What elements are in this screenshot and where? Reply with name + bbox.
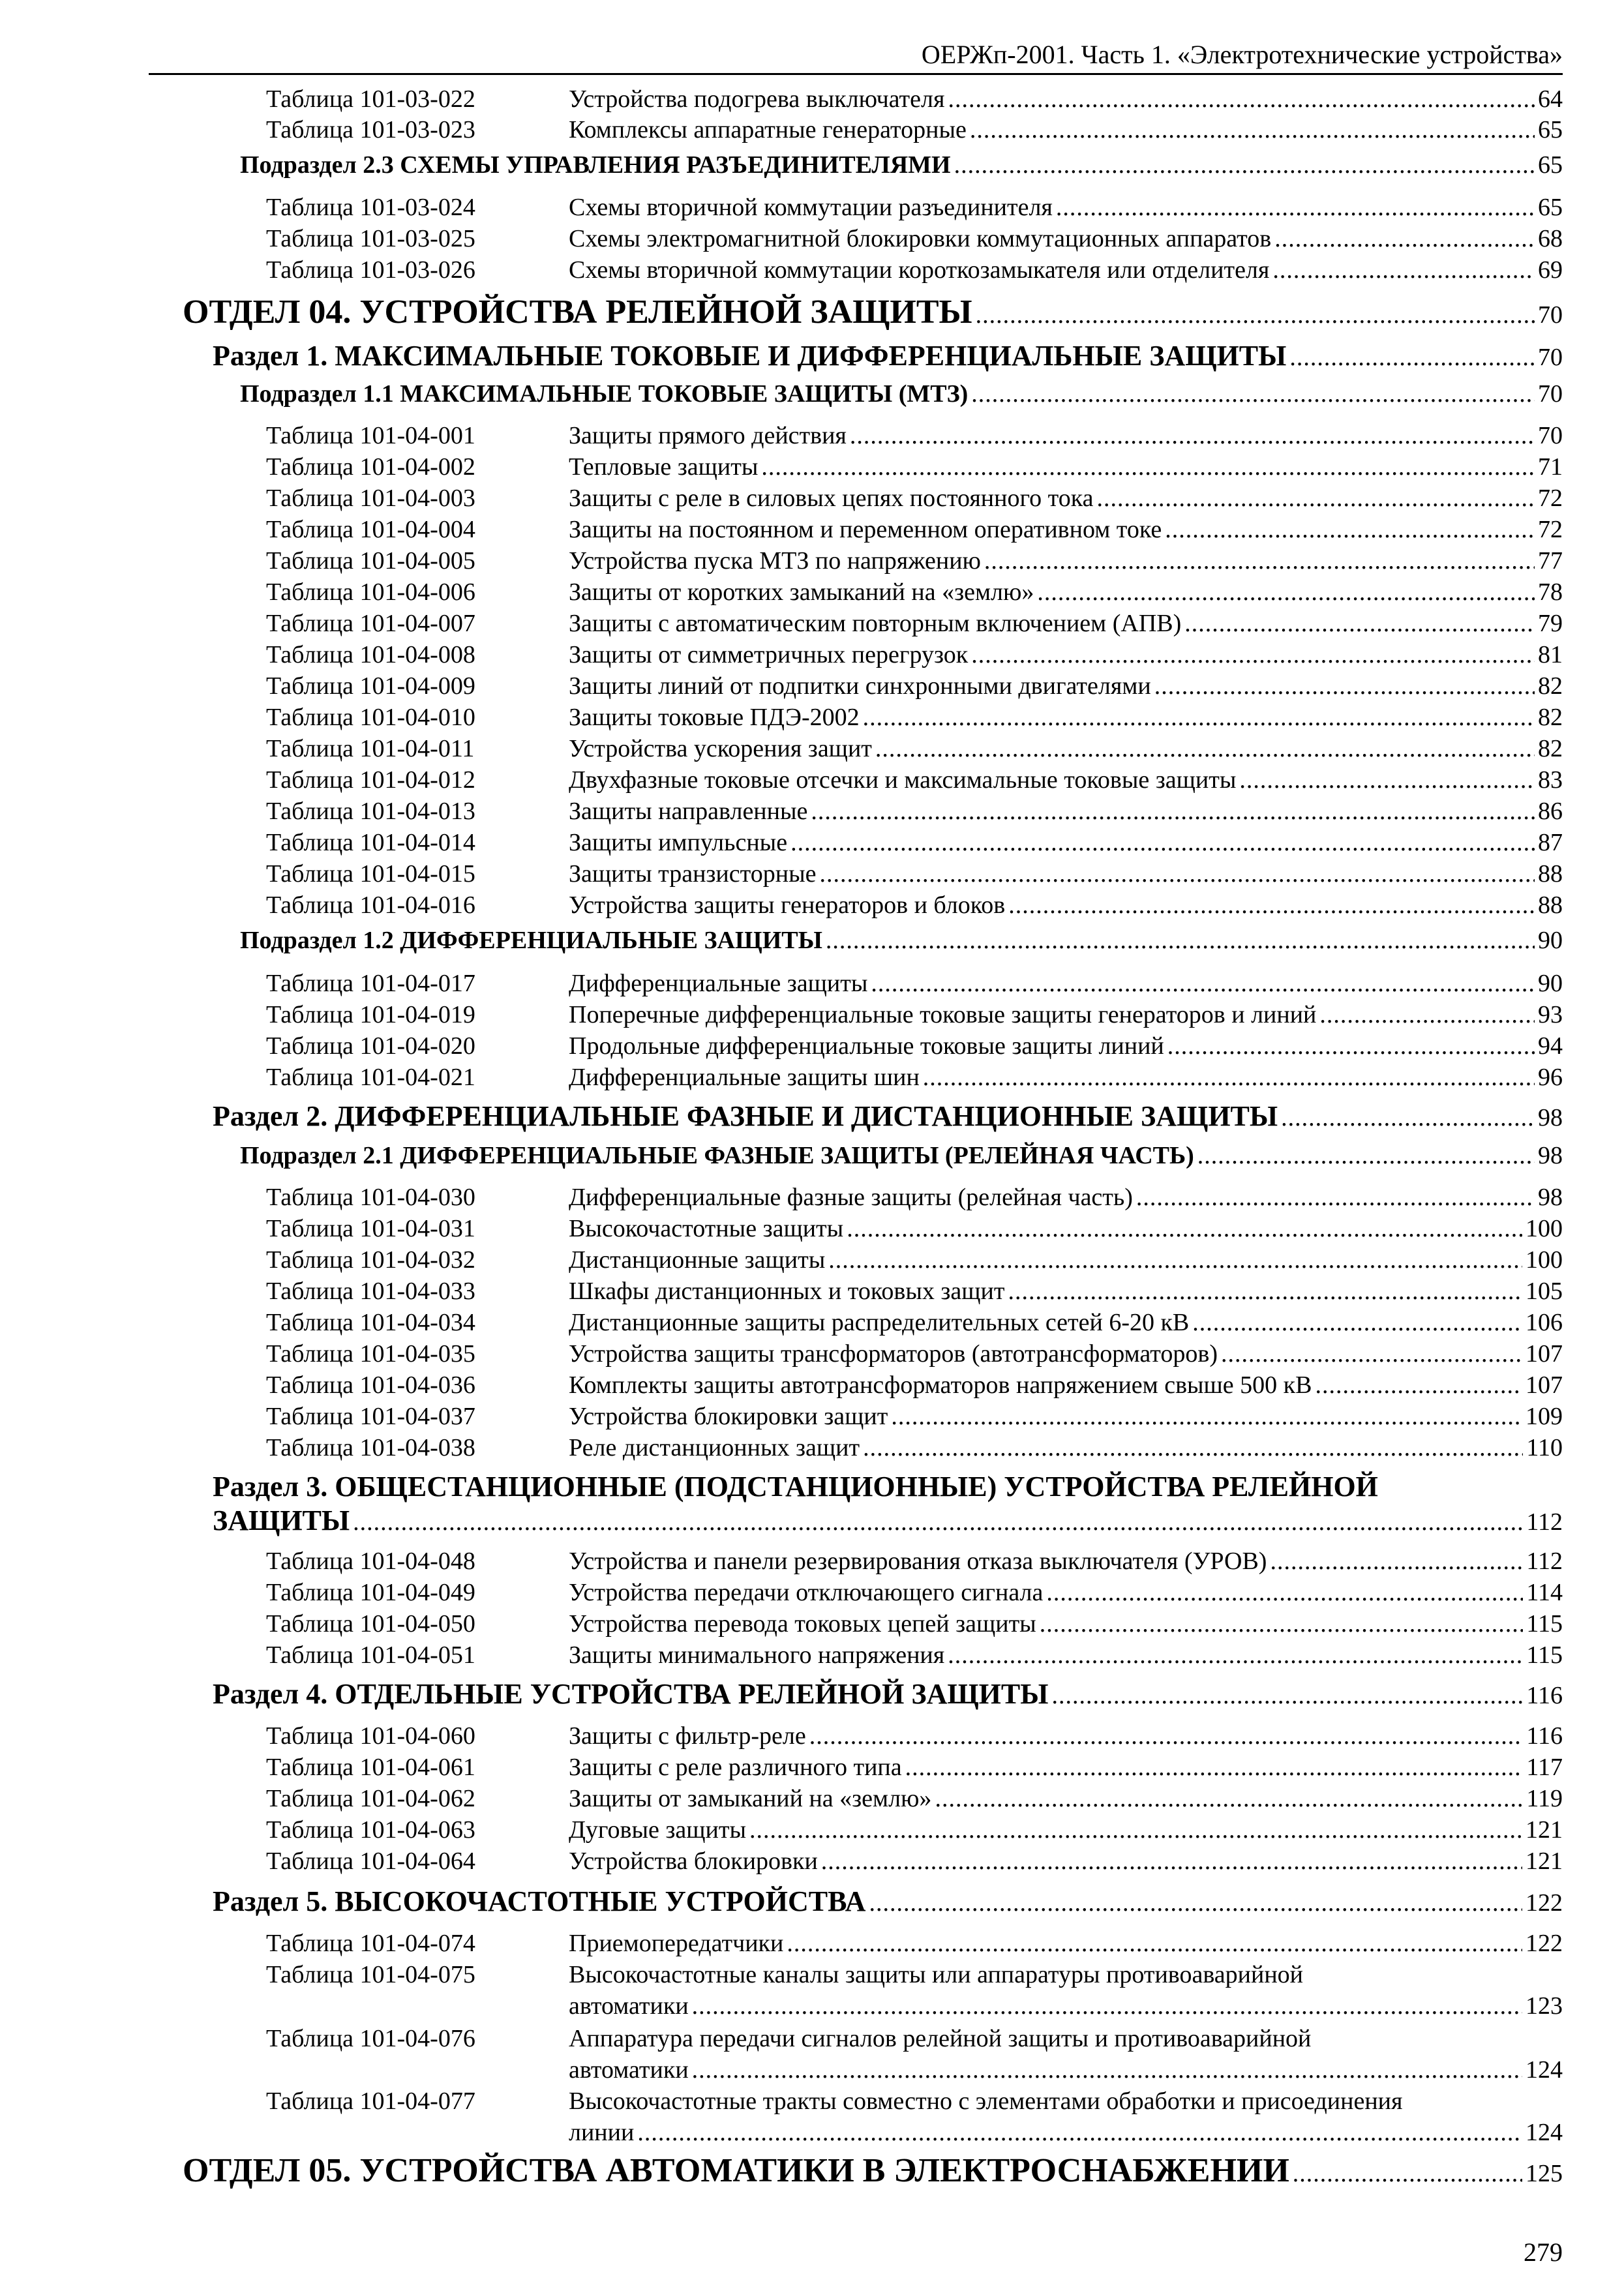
dot-leader [1197, 1140, 1535, 1171]
toc-page-number: 71 [1538, 453, 1563, 481]
dot-leader [787, 1928, 1522, 1959]
toc-table-code: Таблица 101-04-013 [266, 798, 475, 825]
toc-entry-title: Схемы электромагнитной блокировки коммутационных аппаратов [569, 225, 1272, 252]
toc-entry-title: Дифференциальные защиты шин [569, 1064, 920, 1091]
dot-leader [1274, 223, 1535, 254]
dot-leader [935, 1783, 1523, 1814]
toc-entry-title: Высокочастотные защиты [569, 1215, 844, 1242]
toc-entry-title: Устройства и панели резервирования отказа выключателя (УРОВ) [569, 1548, 1267, 1575]
toc-entry-title: ОТДЕЛ 05. УСТРОЙСТВА АВТОМАТИКИ В ЭЛЕКТРОСНАБЖЕНИИ [183, 2152, 1289, 2189]
toc-page-number: 65 [1538, 194, 1563, 221]
toc-page-number: 88 [1538, 891, 1563, 919]
toc-entry-tbl[interactable] [266, 1432, 1563, 1463]
dot-leader [971, 639, 1535, 670]
toc-entry-tbl[interactable] [266, 1814, 1563, 1846]
toc-table-code: Таблица 101-04-076 [266, 2025, 475, 2052]
toc-entry-title: Защиты токовые ПДЭ-2002 [569, 704, 860, 731]
toc-entry-title: Защиты импульсные [569, 829, 788, 856]
toc-entry-title: Устройства подогрева выключателя [569, 85, 945, 113]
toc-page-number: 68 [1538, 225, 1563, 252]
toc-table-code: Таблица 101-04-010 [266, 704, 475, 731]
toc-page-number: 112 [1526, 1508, 1563, 1536]
toc-entry-title: Приемопередатчики [569, 1930, 784, 1957]
toc-table-code: Таблица 101-04-074 [266, 1930, 475, 1957]
toc-entry-title: ОТДЕЛ 04. УСТРОЙСТВА РЕЛЕЙНОЙ ЗАЩИТЫ [183, 293, 972, 331]
dot-leader [692, 2054, 1522, 2086]
toc-page-number: 124 [1526, 2119, 1563, 2146]
dot-leader [1289, 340, 1535, 374]
dot-leader [871, 968, 1535, 999]
toc-table-code: Таблица 101-04-032 [266, 1246, 475, 1274]
dot-leader [1136, 1182, 1535, 1213]
toc-entry-title: Комплекты защиты автотрансформаторов напряжением свыше 500 кВ [569, 1371, 1312, 1399]
toc-entry-title: Подраздел 1.1 МАКСИМАЛЬНЫЕ ТОКОВЫЕ ЗАЩИТЫ (МТЗ) [240, 380, 969, 408]
toc-table-code: Таблица 101-04-011 [266, 735, 475, 762]
toc-entry-title: Устройства ускорения защит [569, 735, 872, 762]
toc-entry-tbl[interactable] [266, 608, 1563, 639]
toc-entry-title: Реле дистанционных защит [569, 1434, 860, 1461]
toc-entry-razdel[interactable] [213, 1677, 1563, 1713]
toc-entry-title: Тепловые защиты [569, 453, 759, 481]
dot-leader [970, 114, 1535, 145]
toc-page-number: 94 [1538, 1032, 1563, 1060]
toc-page-number: 112 [1526, 1548, 1563, 1575]
toc-entry-title: Защиты с реле различного типа [569, 1754, 902, 1781]
toc-entry-tbl[interactable] [266, 890, 1563, 921]
toc-entry-otdel[interactable] [183, 2152, 1563, 2192]
dot-leader [1319, 999, 1535, 1030]
toc-entry-tbl[interactable] [266, 1639, 1563, 1671]
toc-entry-tbl[interactable] [266, 639, 1563, 670]
toc-entry-tbl[interactable] [266, 514, 1563, 545]
toc-entry-title: Раздел 4. ОТДЕЛЬНЫЕ УСТРОЙСТВА РЕЛЕЙНОЙ ЗАЩИТЫ [213, 1678, 1049, 1710]
toc-entry-podr[interactable] [240, 1140, 1563, 1171]
dot-leader [1167, 1030, 1535, 1062]
dot-leader [1165, 514, 1535, 545]
toc-page-number: 98 [1538, 1104, 1563, 1131]
toc-entry-title: Устройства блокировки [569, 1848, 818, 1875]
dot-leader [828, 1244, 1522, 1276]
toc-page-number: 70 [1538, 344, 1563, 371]
toc-table-code: Таблица 101-04-015 [266, 860, 475, 888]
toc-page-number: 100 [1526, 1246, 1563, 1274]
toc-entry-title: Дистанционные защиты распределительных сетей 6-20 кВ [569, 1309, 1190, 1336]
toc-page-number: 107 [1526, 1340, 1563, 1368]
toc-entry-title: Дифференциальные защиты [569, 970, 868, 997]
toc-page-number: 82 [1538, 704, 1563, 731]
toc-table-code: Таблица 101-04-075 [266, 1961, 475, 1988]
toc-entry-title: Схемы вторичной коммутации короткозамыкателя или отделителя [569, 256, 1270, 284]
toc-table-code: Таблица 101-04-009 [266, 672, 475, 700]
page-number: 279 [1524, 2237, 1563, 2267]
toc-entry-tbl[interactable] [266, 1846, 1563, 1877]
toc-entry-tbl[interactable] [266, 1752, 1563, 1783]
dot-leader [954, 149, 1535, 181]
toc-page-number: 64 [1538, 85, 1563, 113]
dot-leader [353, 1505, 1523, 1539]
toc-entry-podr[interactable] [240, 149, 1563, 181]
toc-entry-tbl[interactable] [266, 223, 1563, 254]
toc-entry-tbl[interactable] [266, 1182, 1563, 1213]
dot-leader [1184, 608, 1535, 639]
toc-page-number: 93 [1538, 1001, 1563, 1028]
toc-page-number: 116 [1526, 1722, 1563, 1750]
toc-entry-title: Устройства пуска МТЗ по напряжению [569, 547, 981, 575]
toc-table-code: Таблица 101-04-016 [266, 891, 475, 919]
toc-entry-title: Защиты от симметричных перегрузок [569, 641, 969, 668]
toc-entry-title: Подраздел 2.1 ДИФФЕРЕНЦИАЛЬНЫЕ ФАЗНЫЕ ЗАЩИТЫ (РЕЛЕЙНАЯ ЧАСТЬ) [240, 1142, 1194, 1169]
toc-page-number: 65 [1538, 116, 1563, 143]
toc-entry-title: Защиты линий от подпитки синхронными двигателями [569, 672, 1151, 700]
toc-page-number: 109 [1526, 1403, 1563, 1430]
dot-leader [1037, 576, 1535, 608]
toc-table-code: Таблица 101-04-030 [266, 1184, 475, 1211]
toc-table-code: Таблица 101-03-026 [266, 256, 475, 284]
toc-entry-tbl[interactable] [266, 1276, 1563, 1307]
toc-entry-title: Раздел 5. ВЫСОКОЧАСТОТНЫЕ УСТРОЙСТВА [213, 1885, 866, 1917]
toc-entry-tbl[interactable] [266, 858, 1563, 890]
toc-entry-tbl[interactable] [266, 827, 1563, 858]
toc-page-number: 115 [1526, 1641, 1563, 1669]
toc-page-number: 83 [1538, 766, 1563, 794]
toc-table-code: Таблица 101-04-048 [266, 1548, 475, 1575]
toc-entry-title-line: Раздел 3. ОБЩЕСТАНЦИОННЫЕ (ПОДСТАНЦИОННЫЕ) УСТРОЙСТВА РЕЛЕЙНОЙ [213, 1471, 1378, 1503]
toc-page-number: 82 [1538, 672, 1563, 700]
toc-entry-tbl[interactable] [266, 1369, 1563, 1401]
toc-entry-title: Продольные дифференциальные токовые защиты линий [569, 1032, 1164, 1060]
toc-entry-tbl[interactable] [266, 1338, 1563, 1369]
toc-entry-tbl[interactable] [266, 2086, 1563, 2148]
toc-table-code: Таблица 101-04-062 [266, 1785, 475, 1812]
toc-table-code: Таблица 101-04-017 [266, 970, 475, 997]
dot-leader [891, 1401, 1522, 1432]
toc-table-code: Таблица 101-04-049 [266, 1579, 475, 1606]
toc-table-code: Таблица 101-04-007 [266, 610, 475, 637]
toc-entry-tbl[interactable] [266, 420, 1563, 451]
toc-page-number: 79 [1538, 610, 1563, 637]
dot-leader [1056, 192, 1535, 223]
dot-leader [971, 378, 1535, 410]
dot-leader [1192, 1307, 1522, 1338]
dot-leader [1272, 254, 1535, 286]
dot-leader [1008, 1276, 1522, 1307]
toc-page-number: 98 [1538, 1184, 1563, 1211]
dot-leader [984, 545, 1535, 576]
toc-table-code: Таблица 101-04-064 [266, 1848, 475, 1875]
toc-entry-tbl[interactable] [266, 1030, 1563, 1062]
toc-entry-title-line: Аппаратура передачи сигналов релейной защиты и противоаварийной [569, 2025, 1312, 2052]
toc-page-number: 119 [1526, 1785, 1563, 1812]
toc-entry-tbl[interactable] [266, 451, 1563, 483]
toc-table-code: Таблица 101-04-003 [266, 485, 475, 512]
toc-page-number: 70 [1538, 380, 1563, 408]
toc-table-code: Таблица 101-04-061 [266, 1754, 475, 1781]
toc-entry-tbl[interactable] [266, 1720, 1563, 1752]
toc-entry-title: Устройства защиты трансформаторов (автотрансформаторов) [569, 1340, 1218, 1368]
toc-entry-razdel[interactable] [213, 1885, 1563, 1920]
toc-entry-tbl[interactable] [266, 545, 1563, 576]
dot-leader [1008, 890, 1535, 921]
dot-leader [847, 1213, 1522, 1244]
toc-entry-tbl[interactable] [266, 1577, 1563, 1608]
toc-page-number: 105 [1526, 1278, 1563, 1305]
toc-page-number: 87 [1538, 829, 1563, 856]
toc-entry-title-line: Высокочастотные каналы защиты или аппаратуры противоаварийной [569, 1961, 1304, 1988]
toc-table-code: Таблица 101-04-006 [266, 578, 475, 606]
dot-leader [948, 1639, 1523, 1671]
toc-entry-podr[interactable] [240, 925, 1563, 956]
toc-entry-tbl[interactable] [266, 1783, 1563, 1814]
toc-entry-tbl[interactable] [266, 576, 1563, 608]
dot-leader [1270, 1546, 1523, 1577]
toc-entry-title: Защиты от коротких замыканий на «землю» [569, 578, 1034, 606]
toc-entry-title: Защиты минимального напряжения [569, 1641, 945, 1669]
toc-entry-title: Устройства перевода токовых цепей защиты [569, 1610, 1036, 1638]
toc-table-code: Таблица 101-04-033 [266, 1278, 475, 1305]
dot-leader [905, 1752, 1524, 1783]
dot-leader [1293, 2155, 1522, 2192]
toc-entry-tbl[interactable] [266, 1213, 1563, 1244]
dot-leader [790, 827, 1535, 858]
toc-entry-title: автоматики [569, 1992, 689, 2020]
toc-page-number: 121 [1526, 1816, 1563, 1844]
dot-leader [875, 733, 1535, 764]
dot-leader [637, 2117, 1522, 2148]
toc-page-number: 86 [1538, 798, 1563, 825]
toc-page-number: 123 [1526, 1992, 1563, 2020]
dot-leader [1221, 1338, 1522, 1369]
toc-table-code: Таблица 101-04-063 [266, 1816, 475, 1844]
toc-page-number: 81 [1538, 641, 1563, 668]
toc-table-code: Таблица 101-04-051 [266, 1641, 475, 1669]
toc-entry-title: Дифференциальные фазные защиты (релейная часть) [569, 1184, 1133, 1211]
toc-table-code: Таблица 101-04-036 [266, 1371, 475, 1399]
toc-page-number: 116 [1526, 1682, 1563, 1709]
toc-entry-tbl[interactable] [266, 114, 1563, 145]
toc-entry-tbl[interactable] [266, 1959, 1563, 2022]
toc-page-number: 110 [1526, 1434, 1563, 1461]
toc-table-code: Таблица 101-04-038 [266, 1434, 475, 1461]
toc-entry-tbl[interactable] [266, 968, 1563, 999]
toc-entry-title: Защиты прямого действия [569, 422, 847, 449]
toc-entry-title: Двухфазные токовые отсечки и максимальные токовые защиты [569, 766, 1237, 794]
toc-page-number: 124 [1526, 2056, 1563, 2084]
toc-page-number: 117 [1526, 1754, 1563, 1781]
toc-entry-title: Защиты с реле в силовых цепях постоянного тока [569, 485, 1094, 512]
dot-leader [863, 702, 1535, 733]
toc-page-number: 96 [1538, 1064, 1563, 1091]
toc-table-code: Таблица 101-04-004 [266, 516, 475, 543]
dot-leader [1051, 1679, 1523, 1713]
toc-page-number: 106 [1526, 1309, 1563, 1336]
toc-entry-tbl[interactable] [266, 1244, 1563, 1276]
toc-entry-title: Подраздел 2.3 СХЕМЫ УПРАВЛЕНИЯ РАЗЪЕДИНИТЕЛЯМИ [240, 151, 951, 179]
toc-entry-razdel[interactable] [213, 1100, 1563, 1135]
toc-page-number: 78 [1538, 578, 1563, 606]
toc-entry-tbl[interactable] [266, 1401, 1563, 1432]
toc-table-code: Таблица 101-04-014 [266, 829, 475, 856]
toc-entry-tbl[interactable] [266, 764, 1563, 796]
toc-table-code: Таблица 101-03-022 [266, 85, 475, 113]
toc-entry-razdel[interactable] [213, 1470, 1563, 1539]
toc-entry-title: линии [569, 2119, 635, 2146]
toc-entry-tbl[interactable] [266, 999, 1563, 1030]
toc-entry-tbl[interactable] [266, 254, 1563, 286]
toc-entry-title: Устройства блокировки защит [569, 1403, 888, 1430]
toc-page-number: 77 [1538, 547, 1563, 575]
dot-leader [1040, 1608, 1524, 1639]
toc-entry-tbl[interactable] [266, 83, 1563, 115]
toc-entry-tbl[interactable] [266, 1608, 1563, 1639]
toc-entry-title: Защиты направленные [569, 798, 808, 825]
toc-entry-title: Схемы вторичной коммутации разъединителя [569, 194, 1053, 221]
toc-table-code: Таблица 101-04-021 [266, 1064, 475, 1091]
toc-entry-otdel[interactable] [183, 293, 1563, 334]
toc-entry-tbl[interactable] [266, 1928, 1563, 1959]
toc-entry-podr[interactable] [240, 378, 1563, 410]
toc-page-number: 114 [1526, 1579, 1563, 1606]
toc-table-code: Таблица 101-04-035 [266, 1340, 475, 1368]
running-header: ОЕРЖп-2001. Часть 1. «Электротехнические устройства» [921, 40, 1563, 69]
toc-page-number: 88 [1538, 860, 1563, 888]
toc-table-code: Таблица 101-04-002 [266, 453, 475, 481]
toc-page-number: 82 [1538, 735, 1563, 762]
toc-entry-tbl[interactable] [266, 192, 1563, 223]
toc-entry-title: Защиты от замыканий на «землю» [569, 1785, 932, 1812]
dot-leader [863, 1432, 1523, 1463]
toc-page-number: 122 [1526, 1889, 1563, 1917]
dot-leader [869, 1886, 1522, 1920]
toc-table-code: Таблица 101-04-037 [266, 1403, 475, 1430]
toc-entry-tbl[interactable] [266, 670, 1563, 702]
dot-leader [821, 1846, 1522, 1877]
toc-entry-tbl[interactable] [266, 702, 1563, 733]
dot-leader [1096, 483, 1535, 514]
toc-entry-title-line: Высокочастотные тракты совместно с элементами обработки и присоединения [569, 2087, 1403, 2115]
dot-leader [850, 420, 1535, 451]
toc-page-number: 90 [1538, 927, 1563, 954]
toc-entry-title: Защиты с фильтр-реле [569, 1722, 806, 1750]
toc-entry-title: Устройства защиты генераторов и блоков [569, 891, 1006, 919]
toc-entry-title: Дуговые защиты [569, 1816, 747, 1844]
dot-leader [1315, 1369, 1522, 1401]
toc-entry-tbl[interactable] [266, 483, 1563, 514]
toc-entry-title: Раздел 2. ДИФФЕРЕНЦИАЛЬНЫЕ ФАЗНЫЕ И ДИСТАНЦИОННЫЕ ЗАЩИТЫ [213, 1100, 1278, 1132]
toc-entry-title: Шкафы дистанционных и токовых защит [569, 1278, 1005, 1305]
dot-leader [826, 925, 1535, 956]
toc-page-number: 98 [1538, 1142, 1563, 1169]
toc-page-number: 115 [1526, 1610, 1563, 1638]
toc-page-number: 65 [1538, 151, 1563, 179]
toc-table-code: Таблица 101-04-077 [266, 2087, 475, 2115]
toc-page-number: 122 [1526, 1930, 1563, 1957]
toc-entry-tbl[interactable] [266, 1307, 1563, 1338]
toc-entry-title: Защиты транзисторные [569, 860, 817, 888]
toc-table-code: Таблица 101-04-031 [266, 1215, 475, 1242]
dot-leader [923, 1062, 1535, 1093]
dot-leader [1239, 764, 1535, 796]
toc-entry-title: Дистанционные защиты [569, 1246, 826, 1274]
dot-leader [692, 1990, 1522, 2022]
dot-leader [1281, 1101, 1535, 1135]
toc-entry-tbl[interactable] [266, 796, 1563, 827]
toc-entry-title: Устройства передачи отключающего сигнала [569, 1579, 1044, 1606]
toc-entry-title: Защиты на постоянном и переменном оперативном токе [569, 516, 1162, 543]
toc-entry-title: Подраздел 1.2 ДИФФЕРЕНЦИАЛЬНЫЕ ЗАЩИТЫ [240, 927, 822, 954]
toc-table-code: Таблица 101-04-001 [266, 422, 475, 449]
toc-page-number: 70 [1538, 422, 1563, 449]
toc-entry-title: Поперечные дифференциальные токовые защиты генераторов и линий [569, 1001, 1317, 1028]
toc-page-number: 72 [1538, 485, 1563, 512]
toc-table-code: Таблица 101-04-005 [266, 547, 475, 575]
dot-leader [811, 796, 1535, 827]
toc-entry-tbl[interactable] [266, 733, 1563, 764]
dot-leader [1154, 670, 1535, 702]
dot-leader [948, 83, 1535, 115]
toc-table-code: Таблица 101-03-024 [266, 194, 475, 221]
toc-entry-tbl[interactable] [266, 1546, 1563, 1577]
dot-leader [749, 1814, 1522, 1846]
toc-entry-tbl[interactable] [266, 1062, 1563, 1093]
toc-page-number: 90 [1538, 970, 1563, 997]
toc-table-code: Таблица 101-04-034 [266, 1309, 475, 1336]
dot-leader [761, 451, 1535, 483]
toc-entry-title: Раздел 1. МАКСИМАЛЬНЫЕ ТОКОВЫЕ И ДИФФЕРЕНЦИАЛЬНЫЕ ЗАЩИТЫ [213, 340, 1287, 372]
toc-table-code: Таблица 101-04-020 [266, 1032, 475, 1060]
toc-table-code: Таблица 101-04-012 [266, 766, 475, 794]
toc-page-number: 69 [1538, 256, 1563, 284]
toc-page-number: 107 [1526, 1371, 1563, 1399]
dot-leader [1046, 1577, 1523, 1608]
toc-page-number: 70 [1538, 301, 1563, 329]
toc-page-number: 125 [1526, 2160, 1563, 2187]
toc-entry-title: автоматики [569, 2056, 689, 2084]
dot-leader [809, 1720, 1524, 1752]
toc-entry-title: Комплексы аппаратные генераторные [569, 116, 967, 143]
toc-table-code: Таблица 101-03-023 [266, 116, 475, 143]
toc-entry-razdel[interactable] [213, 339, 1563, 374]
toc-page-number: 100 [1526, 1215, 1563, 1242]
toc-table-code: Таблица 101-03-025 [266, 225, 475, 252]
toc-table-code: Таблица 101-04-008 [266, 641, 475, 668]
toc-table-code: Таблица 101-04-060 [266, 1722, 475, 1750]
toc-entry-title: Защиты с автоматическим повторным включением (АПВ) [569, 610, 1182, 637]
toc-table-code: Таблица 101-04-019 [266, 1001, 475, 1028]
dot-leader [976, 296, 1535, 334]
toc-page-number: 72 [1538, 516, 1563, 543]
toc-entry-title: ЗАЩИТЫ [213, 1504, 350, 1536]
dot-leader [819, 858, 1535, 890]
toc-entry-tbl[interactable] [266, 2023, 1563, 2086]
toc-table-code: Таблица 101-04-050 [266, 1610, 475, 1638]
toc-page-number: 121 [1526, 1848, 1563, 1875]
